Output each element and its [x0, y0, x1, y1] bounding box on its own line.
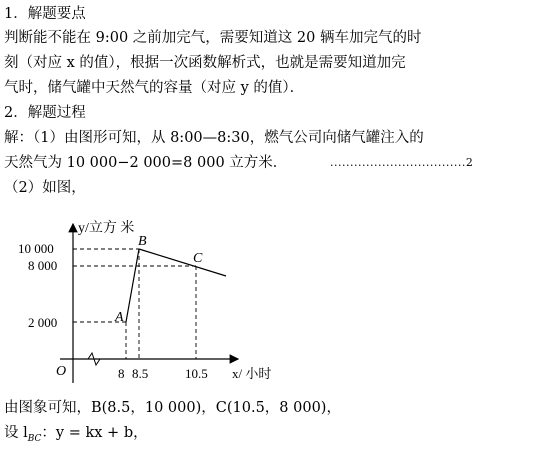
heading-solution-process: 2．解题过程	[4, 105, 86, 121]
x-tick-10-5: 10.5	[185, 366, 208, 381]
y-tick-10000: 10 000	[18, 241, 54, 256]
segment-bc-extended	[139, 249, 226, 276]
points-from-graph-line: 由图象可知，B(8.5，10 000)，C(10.5，8 000)，	[4, 400, 341, 416]
x-tick-8: 8	[118, 366, 125, 381]
x-axis-label: x/ 小时	[232, 366, 272, 381]
origin-label: O	[56, 364, 67, 379]
point-a-label: A	[115, 310, 124, 325]
point-c-label: C	[193, 251, 203, 266]
subscript-bc: BC	[27, 433, 42, 444]
score-dots: ..................................2	[330, 156, 474, 169]
point-b-label: B	[138, 234, 147, 249]
y-axis-label: y/立方 米	[78, 221, 135, 236]
y-tick-2000: 2 000	[28, 315, 58, 330]
y-tick-8000: 8 000	[28, 258, 58, 273]
paragraph-line-3: 气时，储气罐中天然气的容量（对应 y 的值）．	[4, 80, 305, 96]
part-2-label: （2）如图，	[4, 180, 86, 196]
segment-ab	[126, 249, 139, 322]
set-line-equation: 设 $l_{BC}$：y = kx + b，	[4, 425, 148, 444]
heading-key-points: 1．解题要点	[4, 6, 86, 22]
solution-line-1: 解：（1）由图形可知，从 8:00—8:30，燃气公司向储气罐注入的	[4, 130, 424, 146]
paragraph-line-2: 刻（对应 x 的值），根据一次函数解析式，也就是需要知道加完	[4, 55, 406, 71]
paragraph-line-1: 判断能不能在 9:00 之前加完气，需要知道这 20 辆车加完气的时	[4, 30, 422, 46]
x-tick-8-5: 8.5	[132, 366, 149, 381]
solution-line-2: 天然气为 10 000−2 000=8 000 立方米．	[4, 155, 288, 171]
